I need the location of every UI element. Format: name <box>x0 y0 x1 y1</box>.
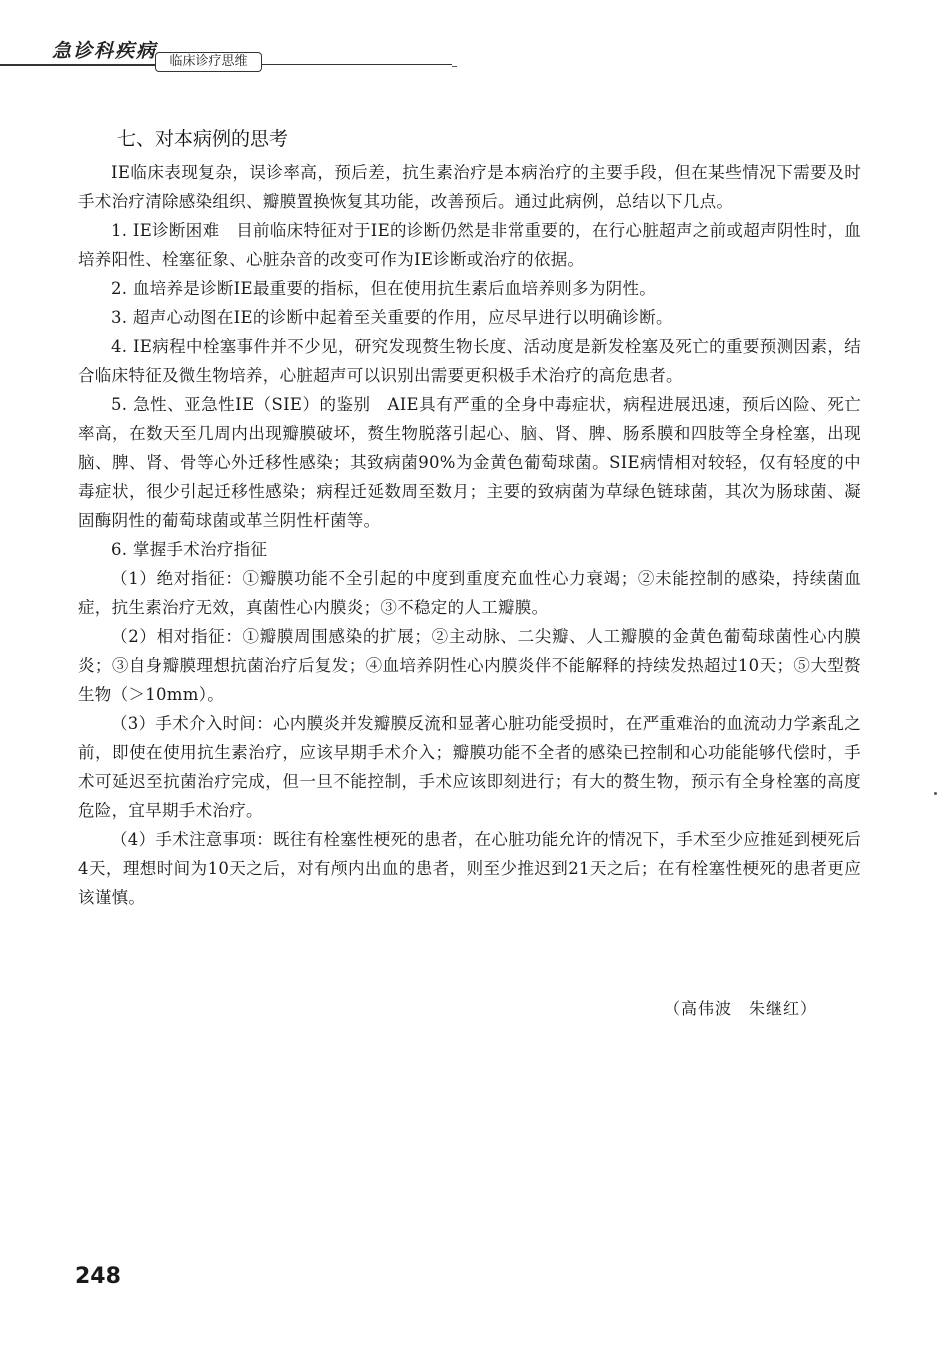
paragraph-point-3: 3. 超声心动图在IE的诊断中起着至关重要的作用，应尽早进行以明确诊断。 <box>111 308 673 327</box>
paragraph-point-5: 5. 急性、亚急性IE（SIE）的鉴别 AIE具有严重的全身中毒症状，病程进展迅速，预后凶险、死亡率高，在数天至几周内出现瓣膜破坏，赘生物脱落引起心、脑、肾、脾、肠系膜和四肢等全身栓塞，出现脑、脾、肾、骨等心外迁移性感染；其致病菌90%为金黄色葡萄球菌。SIE病情相对较轻，仅有轻度的中毒症状，很少引起迁移性感染；病程迁延数周至数月；主要的致病菌为草绿色链球菌，其次为肠球菌、凝固酶阴性的葡萄球菌或革兰阴性杆菌等。 <box>78 395 861 530</box>
author-credit: （高伟波 朱继红） <box>664 999 818 1018</box>
print-speck <box>934 792 937 795</box>
paragraph-surgery-notes: （4）手术注意事项：既往有栓塞性梗死的患者，在心脏功能允许的情况下，手术至少应推延到梗死后4天，理想时间为10天之后，对有颅内出血的患者，则至少推迟到21天之后；在有栓塞性梗死的患者更应该谨慎。 <box>78 830 861 907</box>
header-rule-dot <box>452 66 457 67</box>
paragraph-absolute-indication: （1）绝对指征：①瓣膜功能不全引起的中度到重度充血性心力衰竭；②未能控制的感染，持续菌血症，抗生素治疗无效，真菌性心内膜炎；③不稳定的人工瓣膜。 <box>78 569 861 617</box>
header-rule-left <box>0 64 155 66</box>
paragraph-surgery-timing: （3）手术介入时间：心内膜炎并发瓣膜反流和显著心脏功能受损时，在严重难治的血流动力学紊乱之前，即使在使用抗生素治疗，应该早期手术介入；瓣膜功能不全者的感染已控制和心功能能够代偿时，手术可延迟至抗菌治疗完成，但一旦不能控制，手术应该即刻进行；有大的赘生物，预示有全身栓塞的高度危险，宜早期手术治疗。 <box>78 714 861 820</box>
paragraph-point-6: 6. 掌握手术治疗指征 <box>111 540 268 559</box>
book-title: 急诊科疾病 <box>52 40 158 62</box>
page-number: 248 <box>75 1264 121 1289</box>
paragraph-point-1: 1. IE诊断困难 目前临床特征对于IE的诊断仍然是非常重要的，在行心脏超声之前或超声阴性时，血培养阳性、栓塞征象、心脏杂音的改变可作为IE诊断或治疗的依据。 <box>78 221 861 269</box>
paragraph-relative-indication: （2）相对指征：①瓣膜周围感染的扩展；②主动脉、二尖瓣、人工瓣膜的金黄色葡萄球菌性心内膜炎；③自身瓣膜理想抗菌治疗后复发；④血培养阴性心内膜炎伴不能解释的持续发热超过10天；⑤大型赘生物（＞10mm）。 <box>78 627 861 704</box>
paragraph-point-2: 2. 血培养是诊断IE最重要的指标，但在使用抗生素后血培养则多为阴性。 <box>111 279 657 298</box>
body-text <box>78 158 861 912</box>
header-rule-right <box>262 64 452 65</box>
series-label: 临床诊疗思维 <box>155 52 262 72</box>
section-title: 七、对本病例的思考 <box>117 128 289 150</box>
paragraph-point-4: 4. IE病程中栓塞事件并不少见，研究发现赘生物长度、活动度是新发栓塞及死亡的重要预测因素，结合临床特征及微生物培养，心脏超声可以识别出需要更积极手术治疗的高危患者。 <box>78 337 861 385</box>
paragraph-intro: IE临床表现复杂，误诊率高，预后差，抗生素治疗是本病治疗的主要手段，但在某些情况下需要及时手术治疗清除感染组织、瓣膜置换恢复其功能，改善预后。通过此病例，总结以下几点。 <box>78 163 861 211</box>
